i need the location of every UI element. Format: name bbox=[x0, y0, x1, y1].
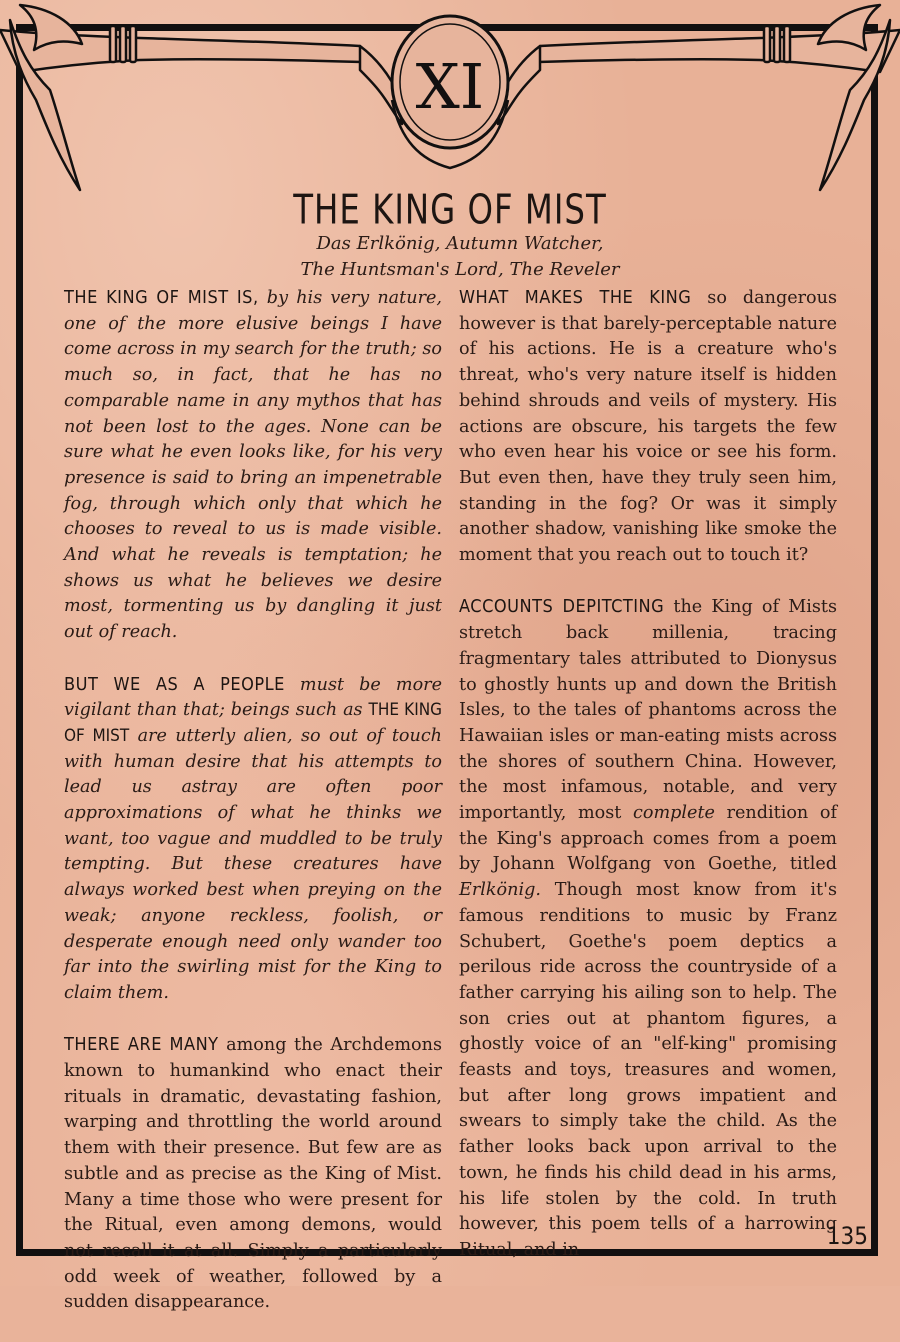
paragraph-text: the King of Mists stretch back millenia, tracing fragmentary tales attributed to Dionysus to ghostly hunts up and down the British Isles, to the tales of phantoms across the Hawaiian isles or man-eating mists across the shores of southern China. However, the most infamous, notable, and very importantly, most bbox=[459, 597, 837, 824]
paragraph-text: are utterly alien, so out of touch with human desire that his attempts to lead us astray are often poor approximations of what he thinks we want, too vague and muddled to be truly tempting. But these creatures have always worked best when preying on the weak; anyone reckless, foolish, or desperate enough need only wander too far into the swirling mist for the King to claim them. bbox=[64, 725, 442, 1003]
inline-name-caps: THE KING OF MIST bbox=[64, 700, 442, 746]
paragraph-text: by his very nature, one of the more elusive beings I have come across in my search for the truth; so much so, in fact, that he has no comparable name in any mythos that has not been lost to the ages. None can be sure what he even looks like, for his very presence is said to bring an impenetrable fog, through which only that which he chooses to reveal to us is made visible. And what he reveals is temptation; he shows us what he believes we desire most, tormenting us by dangling it just out of reach. bbox=[64, 288, 442, 643]
paragraph-text: must be more vigilant than that; beings such as bbox=[64, 674, 442, 721]
chapter-numeral: XI bbox=[415, 50, 485, 123]
left-column bbox=[64, 285, 442, 1342]
paragraph-lead: THERE ARE MANY bbox=[64, 1034, 219, 1056]
left-paragraph-3 bbox=[64, 1032, 442, 1316]
header-ornament bbox=[0, 0, 900, 210]
left-paragraph-2 bbox=[64, 672, 442, 1007]
paragraph-lead: WHAT MAKES THE KING bbox=[459, 287, 692, 308]
right-paragraph-1 bbox=[459, 285, 837, 569]
left-paragraph-1 bbox=[64, 285, 442, 646]
subtitle-line-1: Das Erlkönig, Autumn Watcher, bbox=[316, 233, 604, 254]
paragraph-text: among the Archdemons known to humankind who enact their rituals in dramatic, devastating fashion, warping and throttling the world around them with their presence. But few are as subtle and as precise as the King of Mist. Many a time those who were present for the Ritual, even among demons, would not recall it at all. Simply a particularly odd week of weather, followed by a sudden disappearance. bbox=[64, 1035, 442, 1313]
paragraph-lead: BUT WE AS A PEOPLE bbox=[64, 673, 285, 695]
poem-title: Erlkönig. bbox=[459, 880, 541, 901]
subtitle-line-2: The Huntsman's Lord, The Reveler bbox=[300, 259, 620, 280]
paragraph-lead: THE KING OF MIST IS, bbox=[64, 287, 259, 308]
right-column bbox=[459, 285, 837, 1289]
page-title: THE KING OF MIST bbox=[293, 186, 607, 235]
paragraph-text: so dangerous however is that barely-perceptable nature of his actions. He is a creature who's threat, who's very nature itself is hidden behind shrouds and veils of mystery. His actions are obscure, his targets the few who even hear his voice or see his form. But even then, have they truly seen him, standing in the fog? Or was it simply another shadow, vanishing like smoke the moment that you reach out to touch it? bbox=[459, 288, 837, 566]
paragraph-text: rendition of the King's approach comes from a poem by Johann Wolfgang von Goethe, titled bbox=[459, 803, 838, 875]
paragraph-lead: ACCOUNTS DEPITCTING bbox=[459, 596, 665, 618]
right-paragraph-2 bbox=[459, 594, 837, 1263]
page-number: 135 bbox=[826, 1222, 868, 1250]
emphasis-text: complete bbox=[633, 803, 715, 824]
paragraph-text: Though most know from it's famous renditions to music by Franz Schubert, Goethe's poem deptics a perilous ride across the countryside of a father carrying his ailing son to help. The son cries out at phantom figures, a ghostly voice of an "elf-king" promising feasts and toys, treasures and women, but after long grows impatient and swears to simply take the child. As the father looks back upon arrival to the town, he finds his child dead in his arms, his life stolen by the cold. In truth however, this poem tells of a harrowing Ritual, and in bbox=[459, 880, 837, 1260]
